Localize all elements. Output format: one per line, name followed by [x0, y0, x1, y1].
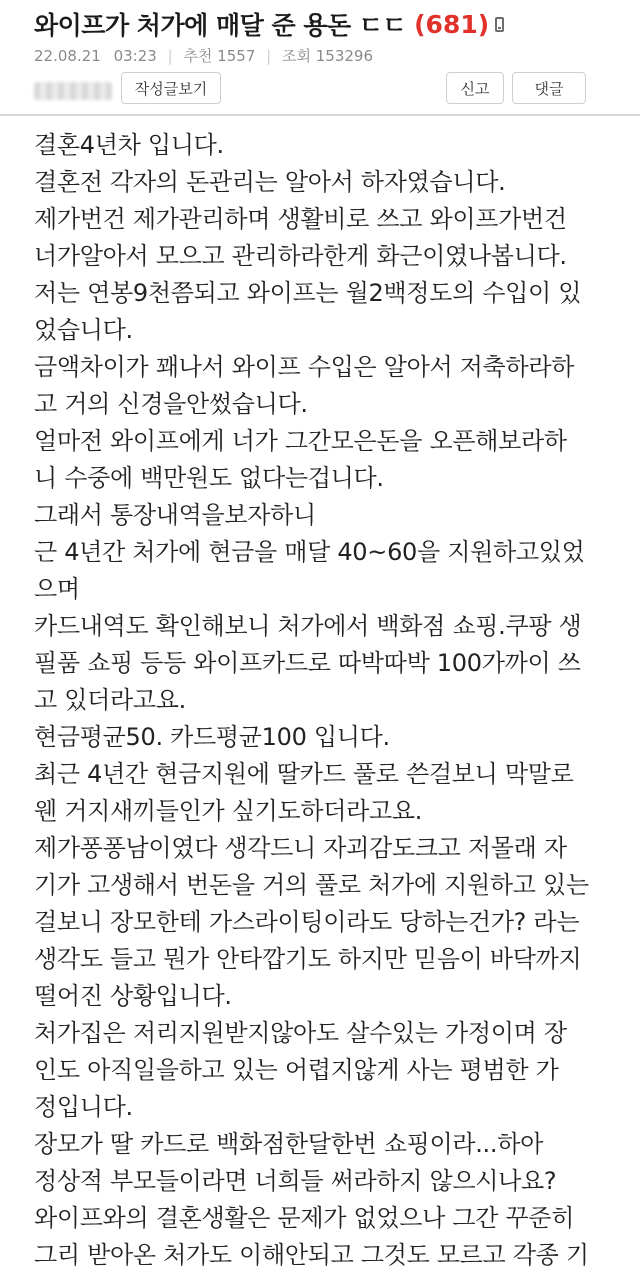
post-header	[0, 0, 640, 112]
body-line: 고 있더라고요.	[34, 686, 186, 714]
post-time: 03:23	[113, 47, 157, 65]
view-posts-button[interactable]: 작성글보기	[121, 72, 221, 104]
body-line: 근 4년간 처가에 현금을 매달 40~60을 지원하고있었	[34, 538, 585, 566]
body-line: 필품 쇼핑 등등 와이프카드로 따박따박 100가까이 쓰	[34, 649, 581, 677]
author-name-blurred[interactable]	[34, 82, 112, 100]
meta-separator: |	[266, 47, 272, 65]
body-line: 저는 연봉9천쯤되고 와이프는 월2백정도의 수입이 있	[34, 279, 582, 307]
body-line: 너가알아서 모으고 관리하라한게 화근이였나봅니다.	[34, 242, 567, 270]
body-line: 카드내역도 확인해보니 처가에서 백화점 쇼핑.쿠팡 생	[34, 612, 582, 640]
body-line: 웬 거지새끼들인가 싶기도하더라고요.	[34, 797, 423, 825]
meta-separator: |	[167, 47, 173, 65]
body-line: 고 거의 신경을안썼습니다.	[34, 390, 308, 418]
body-line: 떨어진 상황입니다.	[34, 982, 232, 1010]
body-line: 걸보니 장모한테 가스라이팅이라도 당하는건가? 라는	[34, 908, 580, 936]
post-date: 22.08.21	[34, 47, 101, 65]
view-count: 조회 153296	[282, 47, 374, 65]
body-line: 그리 받아온 처가도 이해안되고 그것도 모르고 각종 기	[34, 1241, 589, 1269]
body-line: 으며	[34, 575, 80, 603]
body-line: 금액차이가 꽤나서 와이프 수입은 알아서 저축하라하	[34, 353, 575, 381]
body-line: 장모가 딸 카드로 백화점한달한번 쇼핑이라...하아	[34, 1130, 543, 1158]
report-button[interactable]: 신고	[446, 72, 504, 104]
body-line: 제가퐁퐁남이였다 생각드니 자괴감도크고 저몰래 자	[34, 834, 567, 862]
body-line: 정상적 부모들이라면 너희들 써라하지 않으시나요?	[34, 1167, 557, 1195]
body-line: 제가번건 제가관리하며 생활비로 쓰고 와이프가번건	[34, 205, 567, 233]
post-title: 와이프가 처가에 매달 준 용돈 ㄷㄷ	[34, 11, 407, 40]
body-line: 얼마전 와이프에게 너가 그간모은돈을 오픈해보라하	[34, 427, 567, 455]
comment-button[interactable]: 댓글	[512, 72, 586, 104]
body-line: 기가 고생해서 번돈을 거의 풀로 처가에 지원하고 있는	[34, 871, 589, 899]
body-line: 처가집은 저리지원받지않아도 살수있는 가정이며 장	[34, 1019, 567, 1047]
body-line: 결혼4년차 입니다.	[34, 131, 224, 159]
body-line: 최근 4년간 현금지원에 딸카드 풀로 쓴걸보니 막말로	[34, 760, 574, 788]
body-line: 인도 아직일을하고 있는 어렵지않게 사는 평범한 가	[34, 1056, 559, 1084]
body-line: 었습니다.	[34, 316, 133, 344]
post-meta	[34, 45, 373, 66]
post-body	[0, 116, 640, 1280]
body-line: 니 수중에 백만원도 없다는겁니다.	[34, 464, 384, 492]
title-row	[34, 6, 504, 42]
mobile-icon	[495, 17, 504, 32]
body-line: 결혼전 각자의 돈관리는 알아서 하자였습니다.	[34, 168, 506, 196]
body-line: 현금평균50. 카드평균100 입니다.	[34, 723, 390, 751]
comment-count[interactable]: (681)	[414, 9, 490, 39]
body-line: 그래서 통장내역을보자하니	[34, 501, 316, 529]
recommend-count: 추천 1557	[183, 47, 256, 65]
body-line: 정입니다.	[34, 1093, 133, 1121]
body-line: 생각도 들고 뭔가 안타깝기도 하지만 믿음이 바닥까지	[34, 945, 582, 973]
body-line: 와이프와의 결혼생활은 문제가 없었으나 그간 꾸준히	[34, 1204, 575, 1232]
